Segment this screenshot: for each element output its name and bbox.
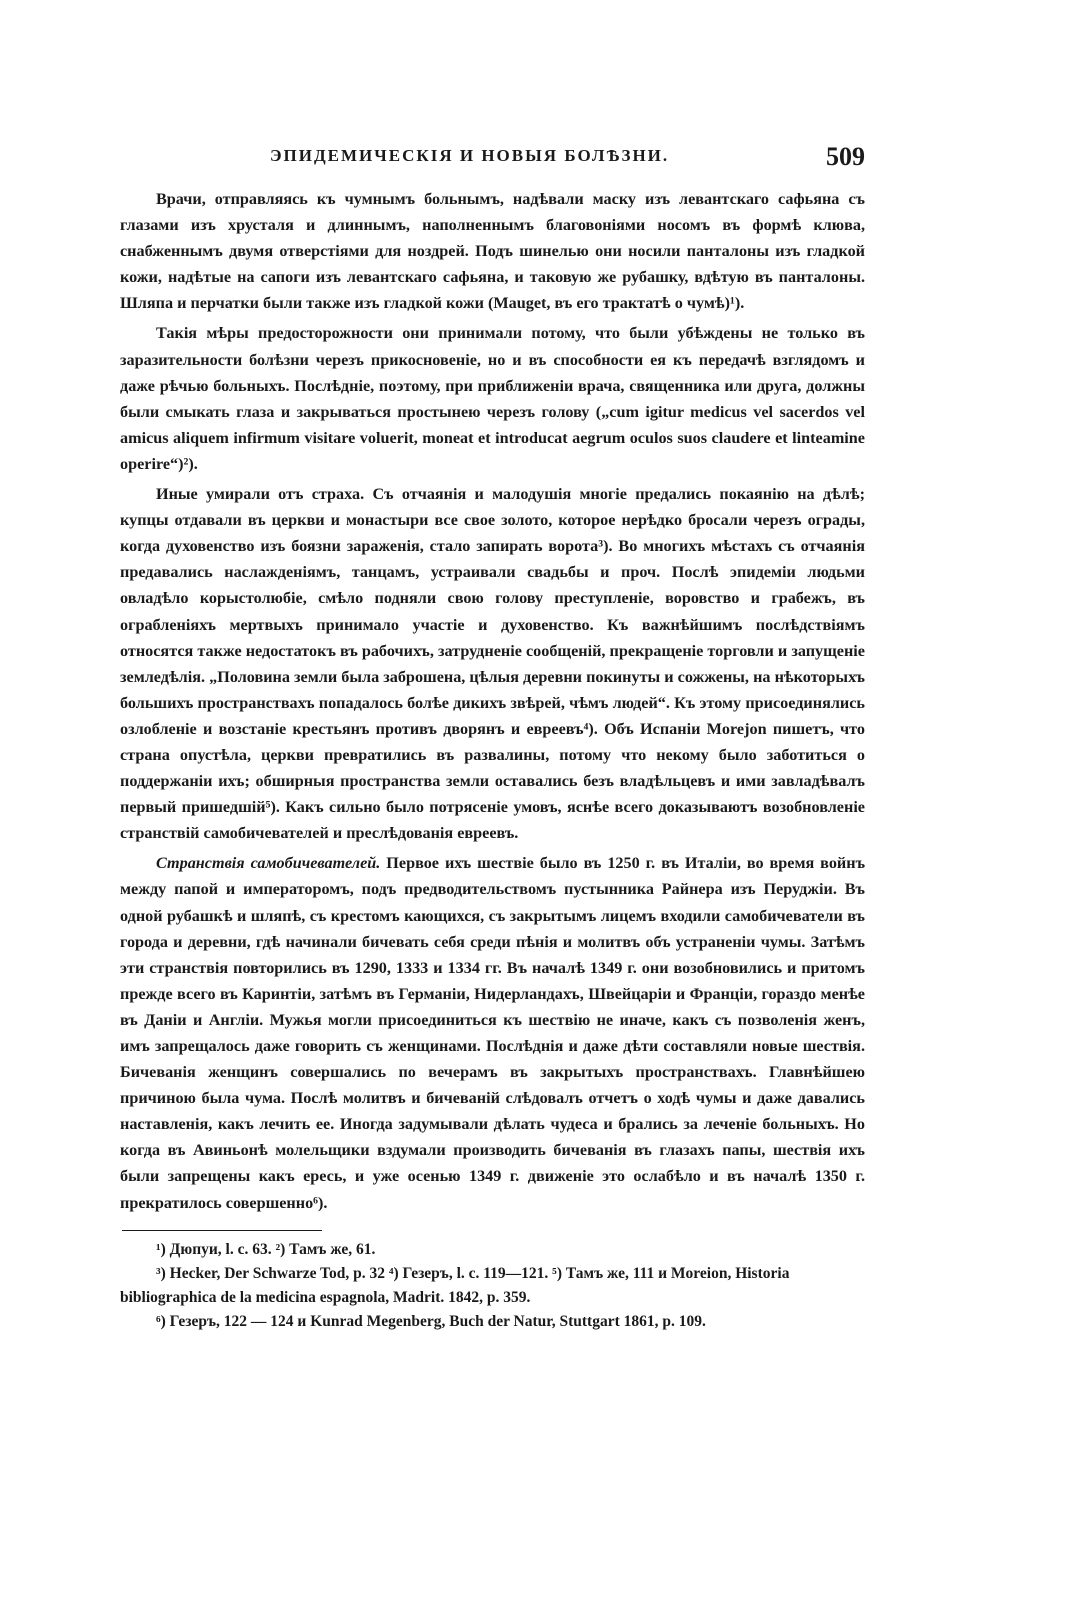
body-text: [120, 186, 865, 1220]
section-heading: Странствія самобичевателей.: [156, 854, 381, 873]
paragraph-flagellants: [120, 850, 865, 1215]
paragraph-doctors-mask: Врачи, отправляясь къ чумнымъ больнымъ, надѣвали маску изъ левантскаго сафьяна съ глазами изъ хрусталя и длиннымъ, наполненнымъ благовоніями носомъ въ формѣ клюва, снабженнымъ двумя отверстіями для ноздрей. Подъ шинелью они носили панталоны изъ гладкой кожи, надѣтые на сапоги изъ левантскаго сафьяна, и таковую же рубашку, вдѣтую въ панталоны. Шляпа и перчатки были также изъ гладкой кожи (Mauget, въ его трактатѣ о чумѣ)¹).: [120, 190, 865, 313]
page-header: [120, 142, 865, 182]
footnotes: [120, 1238, 865, 1334]
paragraph-fear-consequences: Иные умирали отъ страха. Съ отчаянія и малодушія многіе предались покаянію на дѣлѣ; купцы отдавали въ церкви и монастыри все свое золото, которое нерѣдко бросали черезъ ограды, когда духовенство изъ боязни зараженія, стало запирать ворота³). Во многихъ мѣстахъ съ отчаянія предавались наслажденіямъ, танцамъ, устраивали свадьбы и проч. Послѣ эпидеміи людьми овладѣло корыстолюбіе, смѣло подняли свою голову преступленіе, воровство и грабежъ, въ ограбленіяхъ мертвыхъ принимало участіе и духовенство. Къ важнѣйшимъ послѣдствіямъ относятся также недостатокъ въ рабочихъ, затрудненіе сообщеній, прекращеніе торговли и запущеніе земледѣлія. „Половина земли была заброшена, цѣлыя деревни покинуты и сожжены, на нѣкоторыхъ большихъ пространствахъ попадалось болѣе дикихъ звѣрей, чѣмъ людей“. Къ этому присоединялись озлобленіе и возстаніе крестьянъ противъ дворянъ и евреевъ⁴). Объ Испаніи Moreјon пишетъ, что страна опустѣла, церкви превратились въ развалины, потому что некому было заботиться о поддержаніи ихъ; обширныя пространства земли оставались безъ владѣльцевъ и ими завладѣвалъ первый пришедшій⁵). Какъ сильно было потрясеніе умовъ, яснѣе всего доказываютъ возобновленіе странствій самобичевателей и преслѣдованія евреевъ.: [120, 485, 865, 843]
footnote-line: ¹) Дюпуи, l. c. 63. ²) Тамъ же, 61.: [156, 1241, 376, 1258]
page-number: 509: [826, 142, 865, 171]
footnote-rule: [122, 1230, 322, 1231]
paragraph-flagellants-text: Первое ихъ шествіе было въ 1250 г. въ Италіи, во время войнъ между папой и императоромъ, подъ предводительствомъ пустынника Райнера изъ Перуджіи. Въ одной рубашкѣ и шляпѣ, съ крестомъ кающихся, съ закрытымъ лицемъ входили самобичеватели въ города и деревни, гдѣ начинали бичевать себя среди пѣнія и молитвъ объ устраненіи чумы. Затѣмъ эти странствія повторились въ 1290, 1333 и 1334 гг. Въ началѣ 1349 г. они возобновились и притомъ прежде всего въ Каринтіи, затѣмъ въ Германіи, Нидерландахъ, Швейцаріи и Франціи, гораздо менѣе въ Даніи и Англіи. Мужья могли присоединиться къ шествію не иначе, какъ съ позволенія женъ, имъ запрещалось даже говорить съ женщинами. Послѣднія и даже дѣти составляли новые шествія. Бичеванія женщинъ совершались по вечерамъ въ закрытыхъ пространствахъ. Главнѣйшею причиною была чума. Послѣ молитвъ и бичеваній слѣдовалъ отчетъ о ходѣ чумы и даже давались наставленія, какъ лечить ее. Иногда задумывали дѣлать чудеса и брались за леченіе больныхъ. Но когда въ Авиньонѣ молельщики вздумали производить бичеванія въ глазахъ папы, шествія ихъ были запрещены какъ ересь, и уже осенью 1349 г. движеніе это ослабѣло и въ началѣ 1350 г. прекратилось совершенно⁶).: [120, 854, 866, 1212]
footnote-line: ³) Hecker, Der Schwarze Tod, p. 32 ⁴) Гезеръ, l. c. 119—121. ⁵) Тамъ же, 111 и Moreion, Historia bibliographica de la medicina espagnola, Madrit. 1842, p. 359.: [120, 1265, 790, 1306]
footnote-line: ⁶) Гезеръ, 122 — 124 и Kunrad Megenberg, Buch der Natur, Stuttgart 1861, p. 109.: [156, 1313, 706, 1330]
paragraph-precautions: Такія мѣры предосторожности они принимали потому, что были убѣждены не только въ заразительности болѣзни черезъ прикосновеніе, но и въ способности ея къ передачѣ взглядомъ и даже рѣчью больныхъ. Послѣдніе, поэтому, при приближеніи врача, священника или друга, должны были смыкать глаза и закрываться простынею черезъ голову („cum igitur medicus vel sacerdos vel amicus aliquem infirmum visitare voluerit, moneat et introducat aegrum oculos suos claudere et linteamine operire“)²).: [120, 324, 865, 473]
running-title: ЭПИДЕМИЧЕСКІЯ И НОВЫЯ БОЛѢЗНИ.: [270, 146, 670, 165]
